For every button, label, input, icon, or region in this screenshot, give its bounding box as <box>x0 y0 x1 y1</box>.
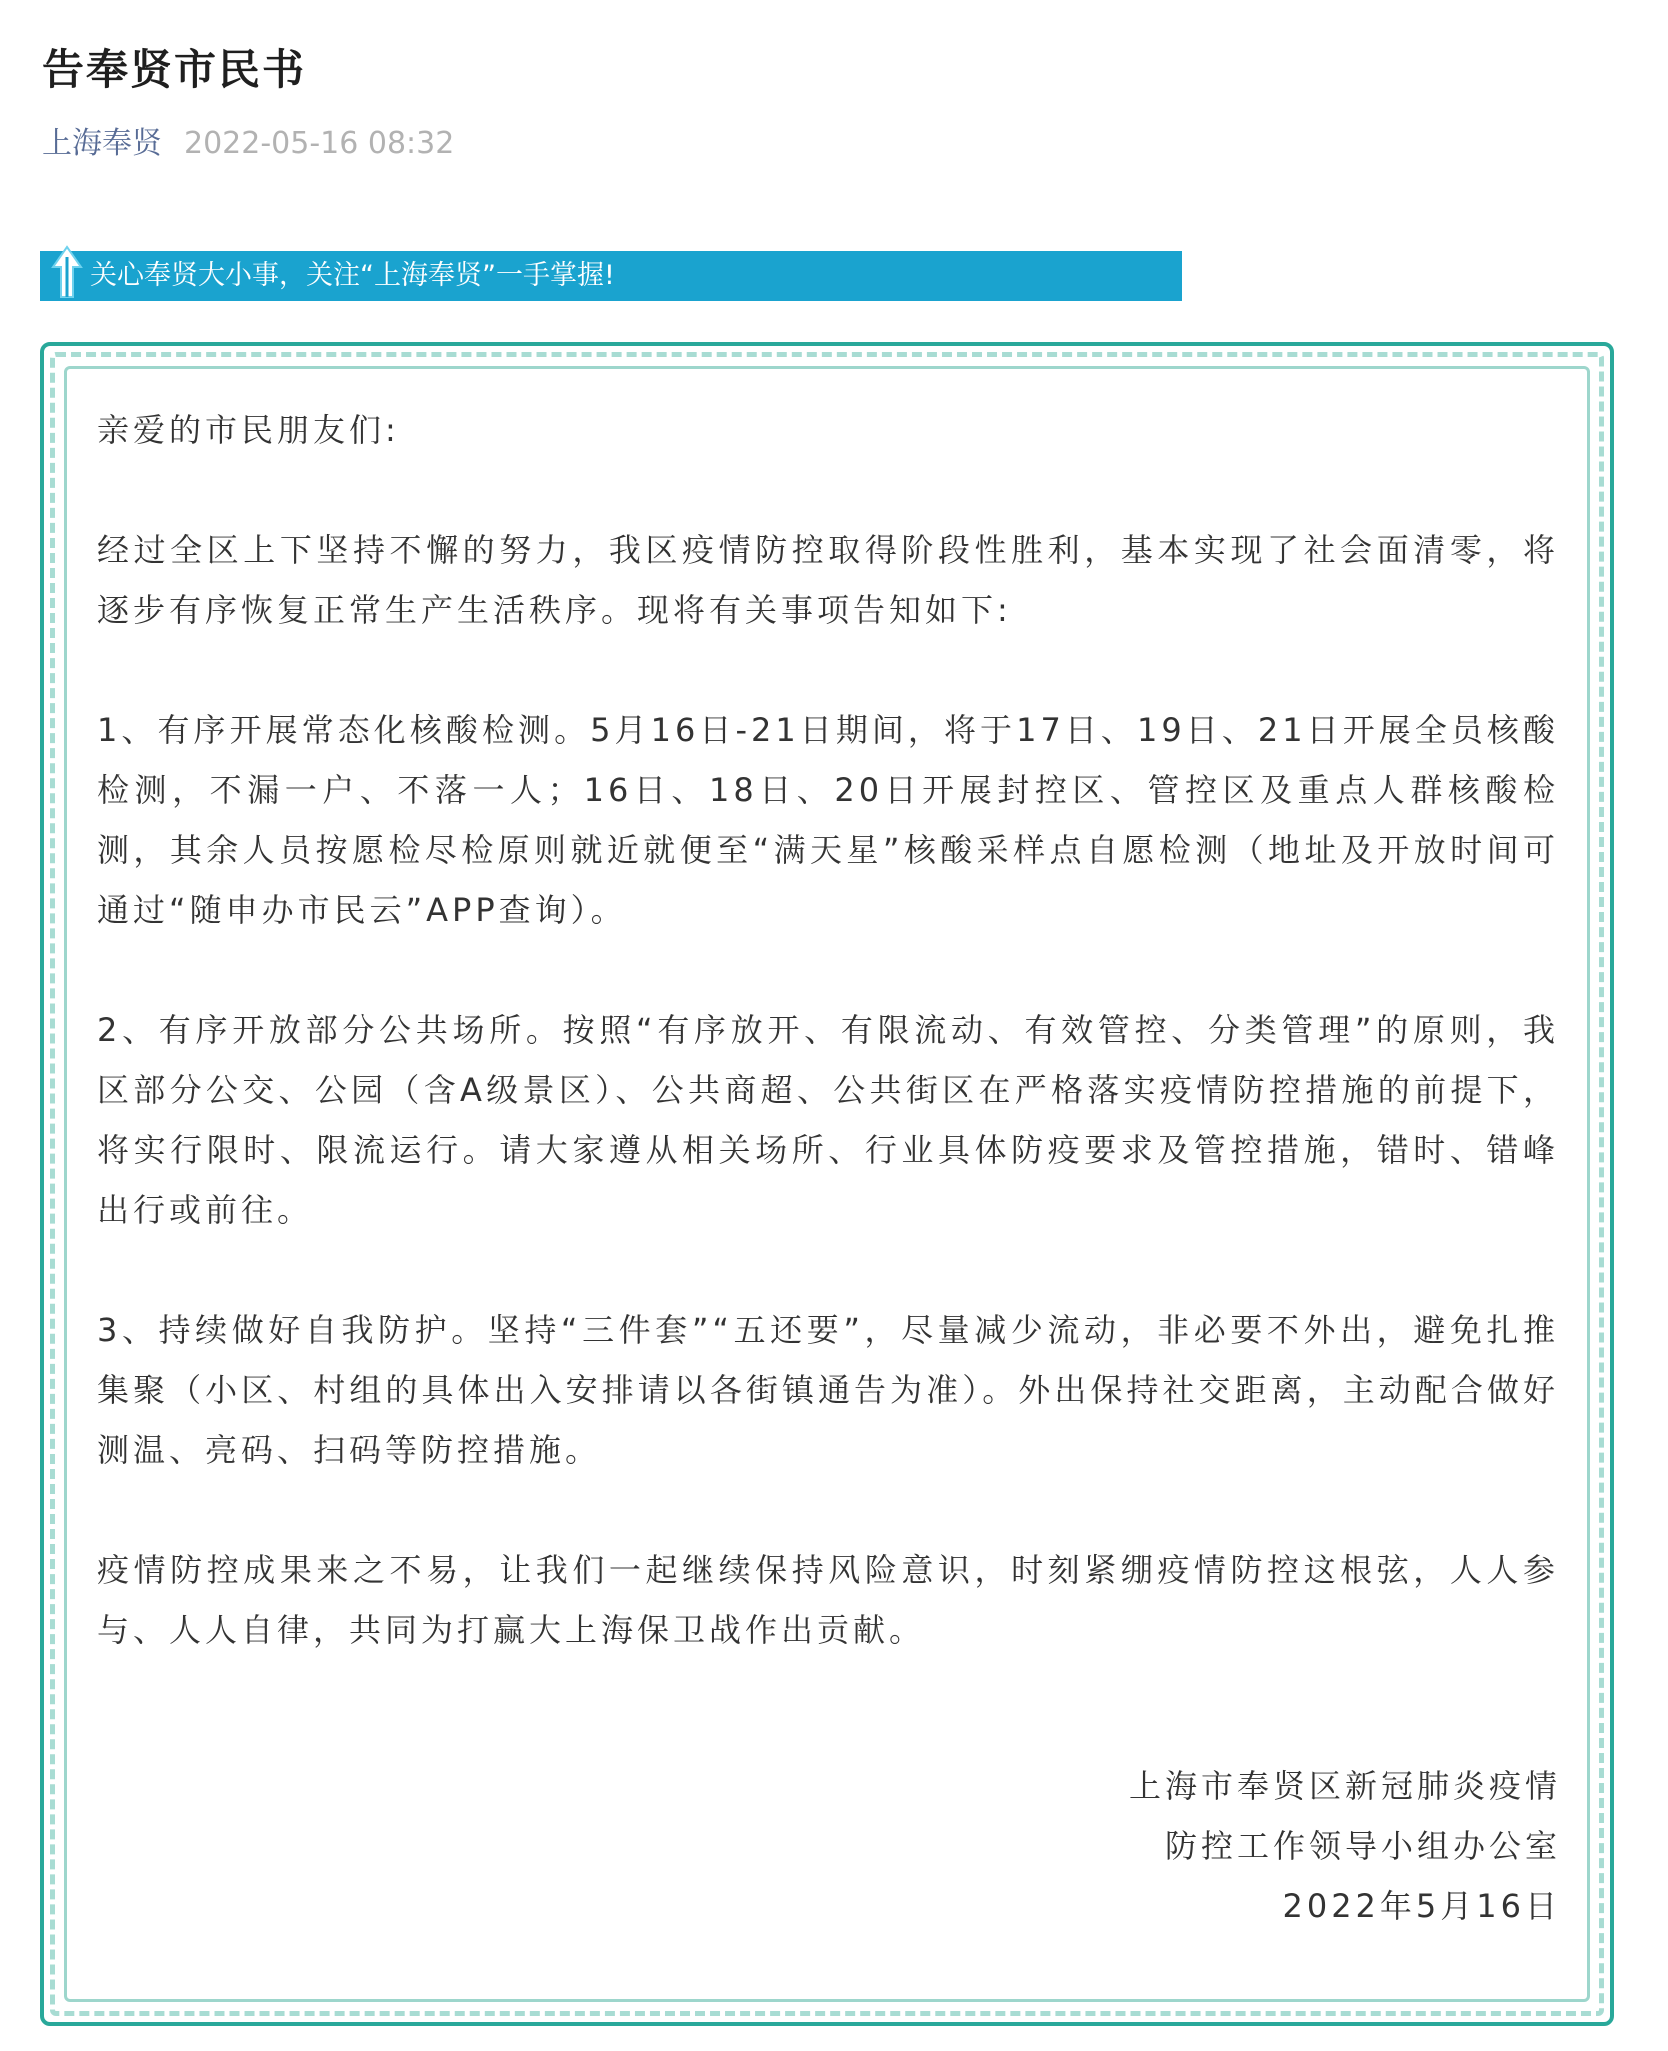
signature-date: 2022年5月16日 <box>1282 1887 1561 1925</box>
publish-date: 2022-05-16 08:32 <box>184 126 455 161</box>
signature-line-2: 防控工作领导小组办公室 <box>1164 1827 1561 1865</box>
letter-body <box>97 400 1559 1720</box>
article-meta <box>42 124 454 164</box>
letter-item-1: 1、有序开展常态化核酸检测。5月16日-21日期间，将于17日、19日、21日开展全员核酸检测，不漏一户、不落一人；16日、18日、20日开展封控区、管控区及重点人群核酸检测，其余人员按愿检尽检原则就近就便至“满天星”核酸采样点自愿检测（地址及开放时间可通过“随申办市民云”APP查询）。 <box>97 711 1559 929</box>
signature-line-1: 上海市奉贤区新冠肺炎疫情 <box>1128 1767 1561 1805</box>
letter-signature <box>1129 1756 1561 1936</box>
letter-intro: 经过全区上下坚持不懈的努力，我区疫情防控取得阶段性胜利，基本实现了社会面清零，将逐步有序恢复正常生产生活秩序。现将有关事项告知如下: <box>97 531 1559 629</box>
letter-item-2: 2、有序开放部分公共场所。按照“有序放开、有限流动、有效管控、分类管理”的原则，我区部分公交、公园（含A级景区）、公共商超、公共街区在严格落实疫情防控措施的前提下，将实行限时、限流运行。请大家遵从相关场所、行业具体防疫要求及管控措施，错时、错峰出行或前往。 <box>97 1011 1559 1229</box>
letter-greeting: 亲爱的市民朋友们: <box>97 411 400 449</box>
banner-text: 关心奉贤大小事，关注“上海奉贤”一手掌握! <box>90 260 615 291</box>
letter-closing: 疫情防控成果来之不易，让我们一起继续保持风险意识，时刻紧绷疫情防控这根弦，人人参与、人人自律，共同为打赢大上海保卫战作出贡献。 <box>97 1551 1559 1649</box>
follow-banner <box>40 251 1182 301</box>
letter-item-3: 3、持续做好自我防护。坚持“三件套”“五还要”，尽量减少流动，非必要不外出，避免扎推集聚（小区、村组的具体出入安排请以各街镇通告为准）。外出保持社交距离，主动配合做好测温、亮码、扫码等防控措施。 <box>97 1311 1559 1469</box>
account-name-link[interactable]: 上海奉贤 <box>42 126 162 161</box>
upload-arrow-icon <box>50 245 84 301</box>
article-title: 告奉贤市民书 <box>42 45 307 94</box>
